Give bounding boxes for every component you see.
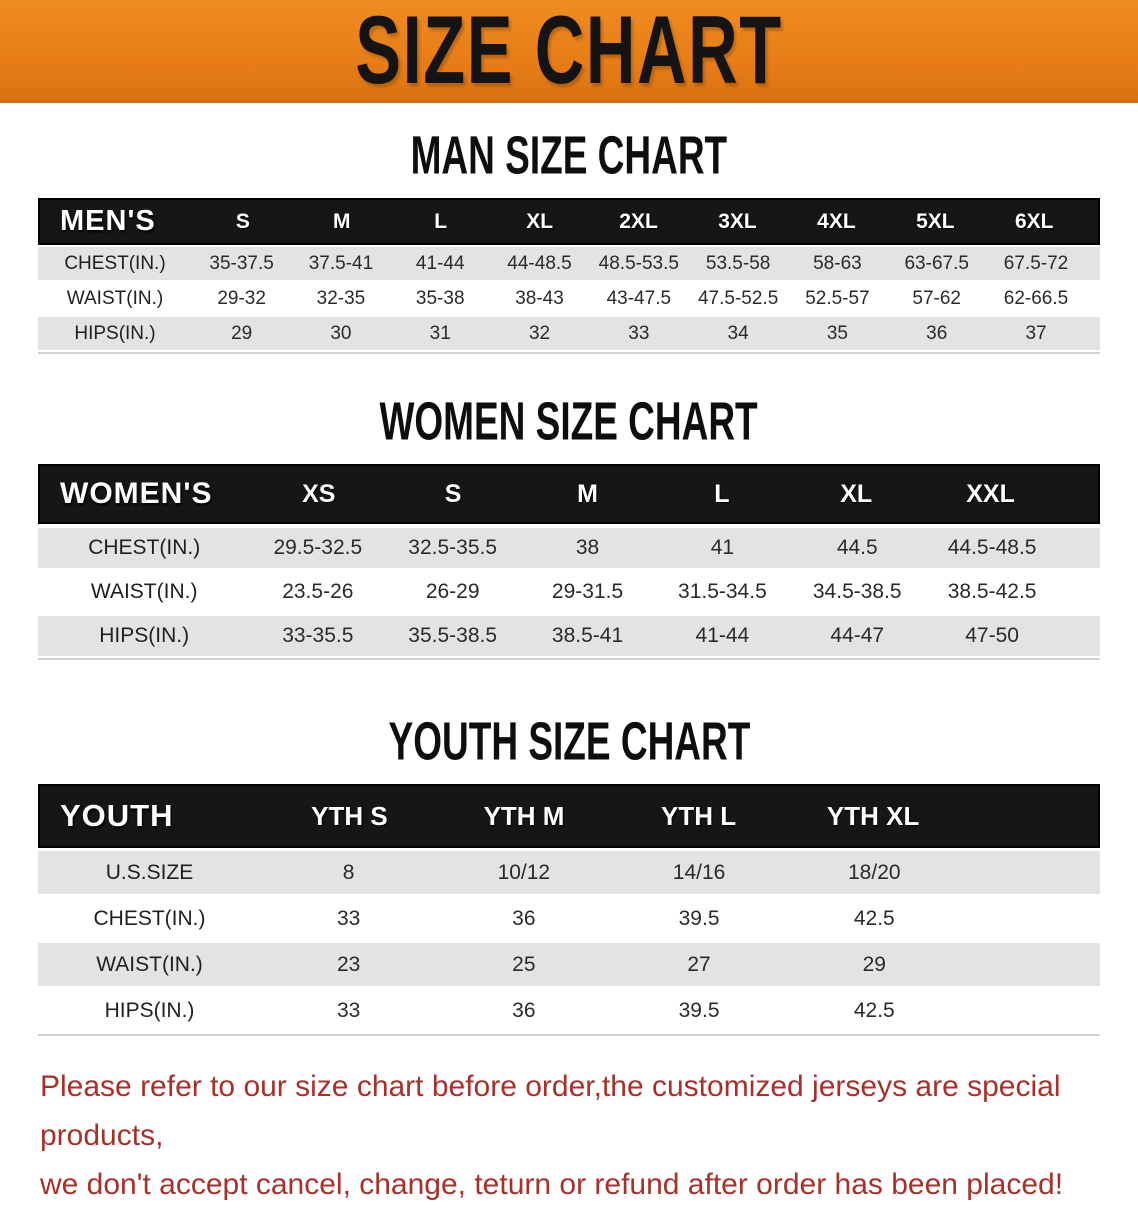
youth-section-heading — [0, 710, 1138, 772]
size-value-cell: 38.5-41 — [551, 624, 624, 647]
table-header-row — [38, 784, 1100, 848]
size-value-cell: 8 — [342, 860, 355, 884]
row-label: HIPS(IN.) — [74, 322, 156, 344]
row-label: U.S.SIZE — [105, 860, 194, 884]
women-section-heading — [0, 390, 1138, 452]
size-value-cell: 37.5-41 — [308, 252, 374, 274]
size-column-header: M — [333, 209, 351, 233]
size-value-cell: 23.5-26 — [282, 580, 354, 603]
size-column-header: YTH XL — [826, 800, 920, 831]
size-column-header: YTH L — [661, 800, 737, 831]
size-value-cell: 35.5-38.5 — [408, 624, 498, 647]
size-column-header: M — [577, 479, 598, 508]
size-value-cell: 41-44 — [695, 624, 750, 647]
size-value-cell: 41-44 — [415, 252, 465, 274]
table-row — [38, 851, 1100, 894]
row-label: HIPS(IN.) — [104, 998, 195, 1022]
size-value-cell: 47-50 — [965, 624, 1019, 647]
size-value-cell: 36 — [512, 998, 536, 1022]
table-row — [38, 616, 1100, 656]
size-value-cell: 26-29 — [425, 580, 480, 603]
row-label: CHEST(IN.) — [64, 252, 166, 274]
size-value-cell: 29-31.5 — [551, 580, 624, 603]
size-value-cell: 25 — [512, 952, 536, 976]
size-value-cell: 35-37.5 — [209, 252, 274, 274]
size-column-header: YTH S — [311, 800, 388, 831]
table-header-row — [38, 198, 1100, 245]
table-row — [38, 572, 1100, 612]
table-header-label: YOUTH — [60, 798, 174, 833]
size-value-cell: 29.5-32.5 — [273, 536, 363, 559]
size-column-header: XXL — [966, 479, 1015, 508]
table-row — [38, 943, 1100, 986]
size-value-cell: 43-47.5 — [606, 287, 672, 309]
size-value-cell: 18/20 — [848, 860, 901, 884]
size-value-cell: 37 — [1025, 322, 1047, 344]
men-section-heading-text: MAN SIZE CHART — [410, 124, 728, 186]
size-value-cell: 38 — [575, 536, 600, 559]
size-value-cell: 33 — [628, 322, 650, 344]
size-value-cell: 32 — [528, 322, 551, 344]
table-row — [38, 897, 1100, 940]
row-label: CHEST(IN.) — [88, 536, 201, 559]
size-column-header: YTH M — [483, 800, 565, 831]
size-value-cell: 39.5 — [678, 998, 720, 1022]
order-policy-line1: Please refer to our size chart before order,the customized jerseys are special products, — [40, 1070, 1061, 1152]
size-value-cell: 29 — [862, 952, 886, 976]
size-value-cell: 57-62 — [912, 287, 962, 309]
size-value-cell: 34.5-38.5 — [812, 580, 902, 603]
size-value-cell: 42.5 — [853, 998, 895, 1022]
size-value-cell: 33 — [336, 906, 361, 930]
size-value-cell: 36 — [512, 906, 536, 930]
size-column-header: XL — [526, 209, 554, 233]
table-row — [38, 247, 1100, 280]
row-label: WAIST(IN.) — [66, 287, 164, 309]
size-value-cell: 29-32 — [217, 287, 266, 309]
size-value-cell: 41 — [710, 536, 735, 559]
size-value-cell: 23 — [336, 952, 361, 976]
size-value-cell: 32-35 — [316, 287, 366, 309]
table-header-label: WOMEN'S — [60, 477, 213, 510]
size-value-cell: 33 — [336, 998, 361, 1022]
size-column-header: 4XL — [817, 209, 856, 233]
size-column-header: XL — [840, 479, 873, 508]
size-value-cell: 62-66.5 — [1003, 287, 1069, 309]
size-value-cell: 48.5-53.5 — [598, 252, 679, 274]
size-value-cell: 34 — [727, 322, 749, 344]
size-value-cell: 31 — [429, 322, 451, 344]
women-section-heading-text: WOMEN SIZE CHART — [379, 390, 759, 452]
size-value-cell: 42.5 — [853, 906, 895, 930]
size-value-cell: 39.5 — [678, 906, 720, 930]
size-column-header: XS — [302, 479, 336, 508]
size-value-cell: 35-38 — [415, 287, 465, 309]
page-title: SIZE CHART — [355, 0, 783, 104]
size-chart-banner — [0, 0, 1138, 103]
size-column-header: L — [714, 479, 730, 508]
order-policy-line2: we don't accept cancel, change, teturn or refund after order has been placed! — [40, 1168, 1064, 1201]
women-size-table — [38, 464, 1100, 660]
size-column-header: 2XL — [619, 209, 658, 233]
size-value-cell: 47.5-52.5 — [697, 287, 779, 309]
size-value-cell: 52.5-57 — [805, 287, 870, 309]
row-label: WAIST(IN.) — [96, 952, 203, 976]
size-value-cell: 30 — [330, 322, 352, 344]
size-value-cell: 31.5-34.5 — [678, 580, 767, 603]
row-label: HIPS(IN.) — [99, 624, 190, 647]
size-value-cell: 10/12 — [497, 860, 551, 884]
table-row — [38, 317, 1100, 350]
table-header-label: MEN'S — [60, 205, 156, 237]
size-value-cell: 38.5-42.5 — [947, 580, 1037, 603]
men-size-table — [38, 198, 1100, 354]
row-label: CHEST(IN.) — [93, 906, 206, 930]
size-column-header: 3XL — [718, 209, 757, 233]
size-value-cell: 44-48.5 — [507, 252, 572, 274]
youth-size-table — [38, 784, 1100, 1036]
size-value-cell: 63-67.5 — [904, 252, 969, 274]
table-row — [38, 528, 1100, 568]
size-value-cell: 32.5-35.5 — [408, 536, 498, 559]
size-column-header: 5XL — [916, 209, 955, 233]
youth-section-heading-text: YOUTH SIZE CHART — [388, 710, 750, 772]
size-value-cell: 53.5-58 — [705, 252, 771, 274]
size-column-header: 6XL — [1014, 209, 1054, 233]
size-value-cell: 33-35.5 — [282, 624, 354, 647]
men-section-heading — [0, 124, 1138, 186]
row-label: WAIST(IN.) — [90, 580, 198, 603]
size-column-header: S — [444, 479, 462, 508]
order-policy-note — [40, 1062, 1102, 1209]
table-header-row — [38, 464, 1100, 524]
size-value-cell: 29 — [231, 322, 253, 344]
size-value-cell: 36 — [926, 322, 948, 344]
table-row — [38, 282, 1100, 315]
size-column-header: L — [434, 209, 448, 233]
size-value-cell: 67.5-72 — [1003, 252, 1069, 274]
size-value-cell: 35 — [826, 322, 848, 344]
size-value-cell: 44.5 — [836, 536, 878, 559]
size-value-cell: 58-63 — [813, 252, 862, 274]
size-column-header: S — [235, 209, 250, 233]
size-value-cell: 44.5-48.5 — [947, 536, 1037, 559]
size-value-cell: 27 — [687, 952, 711, 976]
size-value-cell: 38-43 — [515, 287, 564, 309]
table-row — [38, 989, 1100, 1032]
size-value-cell: 44-47 — [830, 624, 885, 647]
size-value-cell: 14/16 — [672, 860, 726, 884]
